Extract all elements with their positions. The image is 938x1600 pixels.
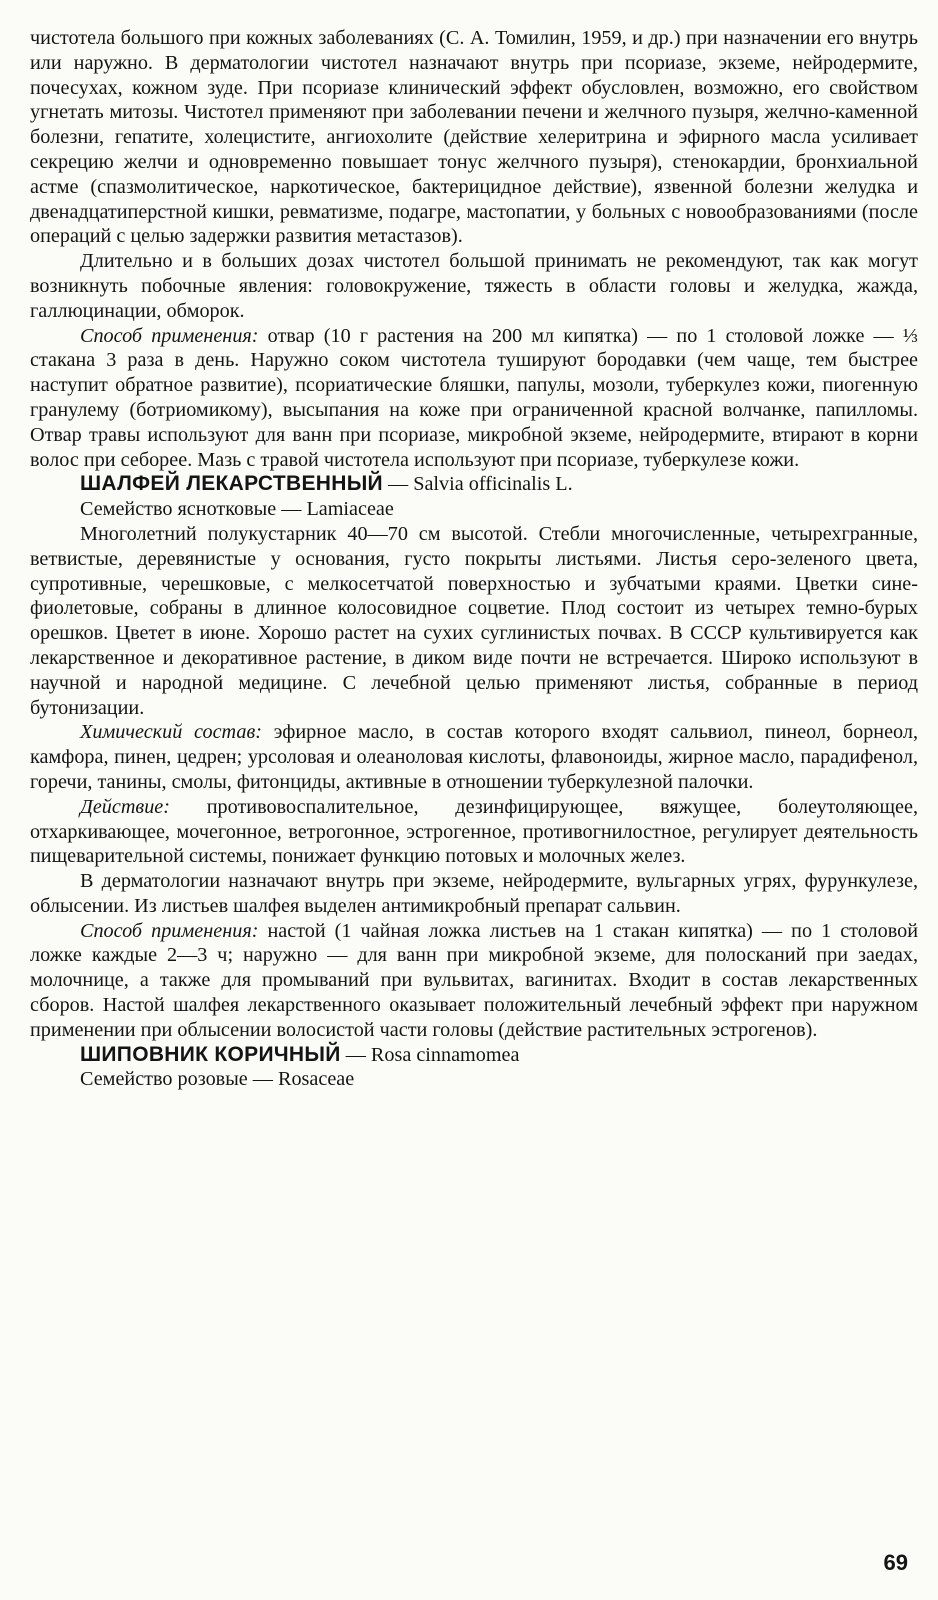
sage-usage-text: настой (1 чайная ложка листьев на 1 стакан кипятка) — по 1 столовой ложке каждые 2—3 ч; наружно — для ванн при микробной экземе, для полосканий при заедах, молочнице, а также для промываний при вульвитах, вагинитах. Входит в состав лекарственных сборов. Настой шалфея лекарственного оказывает положительный лечебный эффект при наружном применении при облысении волосистой части головы (действие растительных эстрогенов). xyxy=(30,919,918,1041)
chem-label: Химический состав: xyxy=(80,721,262,744)
heading-sage xyxy=(30,472,918,497)
sage-usage-label: Способ применения: xyxy=(80,919,259,942)
action-label: Действие: xyxy=(80,795,170,818)
action-text: противовоспалительное, дезинфицирующее, вяжущее, болеутоляющее, отхаркивающее, мочегонное, ветрогонное, эстрогенное, противогнилостное, регулирует деятельность пищеварительной системы, понижает функцию потовых и молочных желез. xyxy=(30,795,918,868)
usage-label: Способ применения: xyxy=(80,324,259,347)
rose-latin: — Rosa cinnamomea xyxy=(340,1043,520,1066)
heading-rose xyxy=(30,1043,918,1068)
paragraph-sage-description: Многолетний полукустарник 40—70 см высотой. Стебли многочисленные, четырехгранные, ветвистые, деревянистые у основания, густо покрыты листьями. Листья серо-зеленого цвета, супротивные, черешковые, с мелкосетчатой поверхностью и зубчатыми краями. Цветки сине-фиолетовые, собраны в длинное колосовидное соцветие. Плод состоит из четырех темно-бурых орешков. Цветет в июне. Хорошо растет на сухих суглинистых почвах. В СССР культивируется как лекарственное и декоративное растение, в диком виде почти не встречается. Широко используют в научной и народной медицине. С лечебной целью применяют листья, собранные в период бутонизации. xyxy=(30,522,918,719)
paragraph-sage-usage xyxy=(30,919,918,1043)
rose-family: Семейство розовые — Rosaceae xyxy=(80,1068,355,1091)
paragraph-celandine-warning: Длительно и в больших дозах чистотел большой принимать не рекомендуют, так как могут возникнуть побочные явления: головокружение, тяжесть в области головы и желудка, жажда, галлюцинации, обморок. xyxy=(30,250,918,322)
paragraph-celandine-usage xyxy=(30,324,918,473)
paragraph-sage-chemistry xyxy=(30,720,918,794)
paragraph-celandine-indications: чистотела большого при кожных заболеваниях (С. А. Томилин, 1959, и др.) при назначении его внутрь или наружно. В дерматологии чистотел назначают внутрь при псориазе, экземе, нейродермите, почесухах, кожном зуде. При псориазе клинический эффект обусловлен, возможно, его свойством угнетать митозы. Чистотел применяют при заболевании печени и желчного пузыря, желчно-каменной болезни, гепатите, холецистите, ангиохолите (действие хелеритрина и эфирного масла усиливает секрецию желчи и одновременно повышает тонус желчного пузыря), стенокардии, бронхиальной астме (спазмолитическое, наркотическое, бактерицидное действие), язвенной болезни желудка и двенадцатиперстной кишки, ревматизме, подагре, мастопатии, у больных с новообразованиями (после операций с целью задержки развития метастазов). xyxy=(30,27,918,248)
usage-text: отвар (10 г растения на 200 мл кипятка) — по 1 столовой ложке — ⅓ стакана 3 раза в день. Наружно соком чистотела тушируют бородавки (чем чаще, тем быстрее наступит обратное развитие), псориатические бляшки, папулы, мозоли, туберкулез кожи, пиогенную гранулему (ботриомикому), высыпания на коже при ограниченной красной волчанке, папилломы. Отвар травы используют для ванн при псориазе, микробной экземе, нейродермите, втирают в корни волос при себорее. Мазь с травой чистотела используют при псориазе, туберкулезе кожи. xyxy=(30,324,919,471)
sage-latin: — Salvia officinalis L. xyxy=(382,473,573,496)
paragraph-sage-action xyxy=(30,795,918,869)
rose-name: ШИПОВНИК КОРИЧНЫЙ xyxy=(80,1042,341,1066)
paragraph-sage-dermatology: В дерматологии назначают внутрь при экземе, нейродермите, вульгарных угрях, фурункулезе, облысении. Из листьев шалфея выделен антимикробный препарат сальвин. xyxy=(30,870,918,917)
sage-name: ШАЛФЕЙ ЛЕКАРСТВЕННЫЙ xyxy=(80,472,383,496)
chem-text: эфирное масло, в состав которого входят сальвиол, пинеол, борнеол, камфора, пинен, цедрен; урсоловая и олеаноловая кислоты, флавоноиды, жирное масло, парадифенол, горечи, танины, смолы, фитонциды, активные в отношении туберкулезной палочки. xyxy=(30,721,919,793)
sage-family: Семейство яснотковые — Lamiaceae xyxy=(80,498,394,521)
page-number: 69 xyxy=(883,1550,908,1575)
